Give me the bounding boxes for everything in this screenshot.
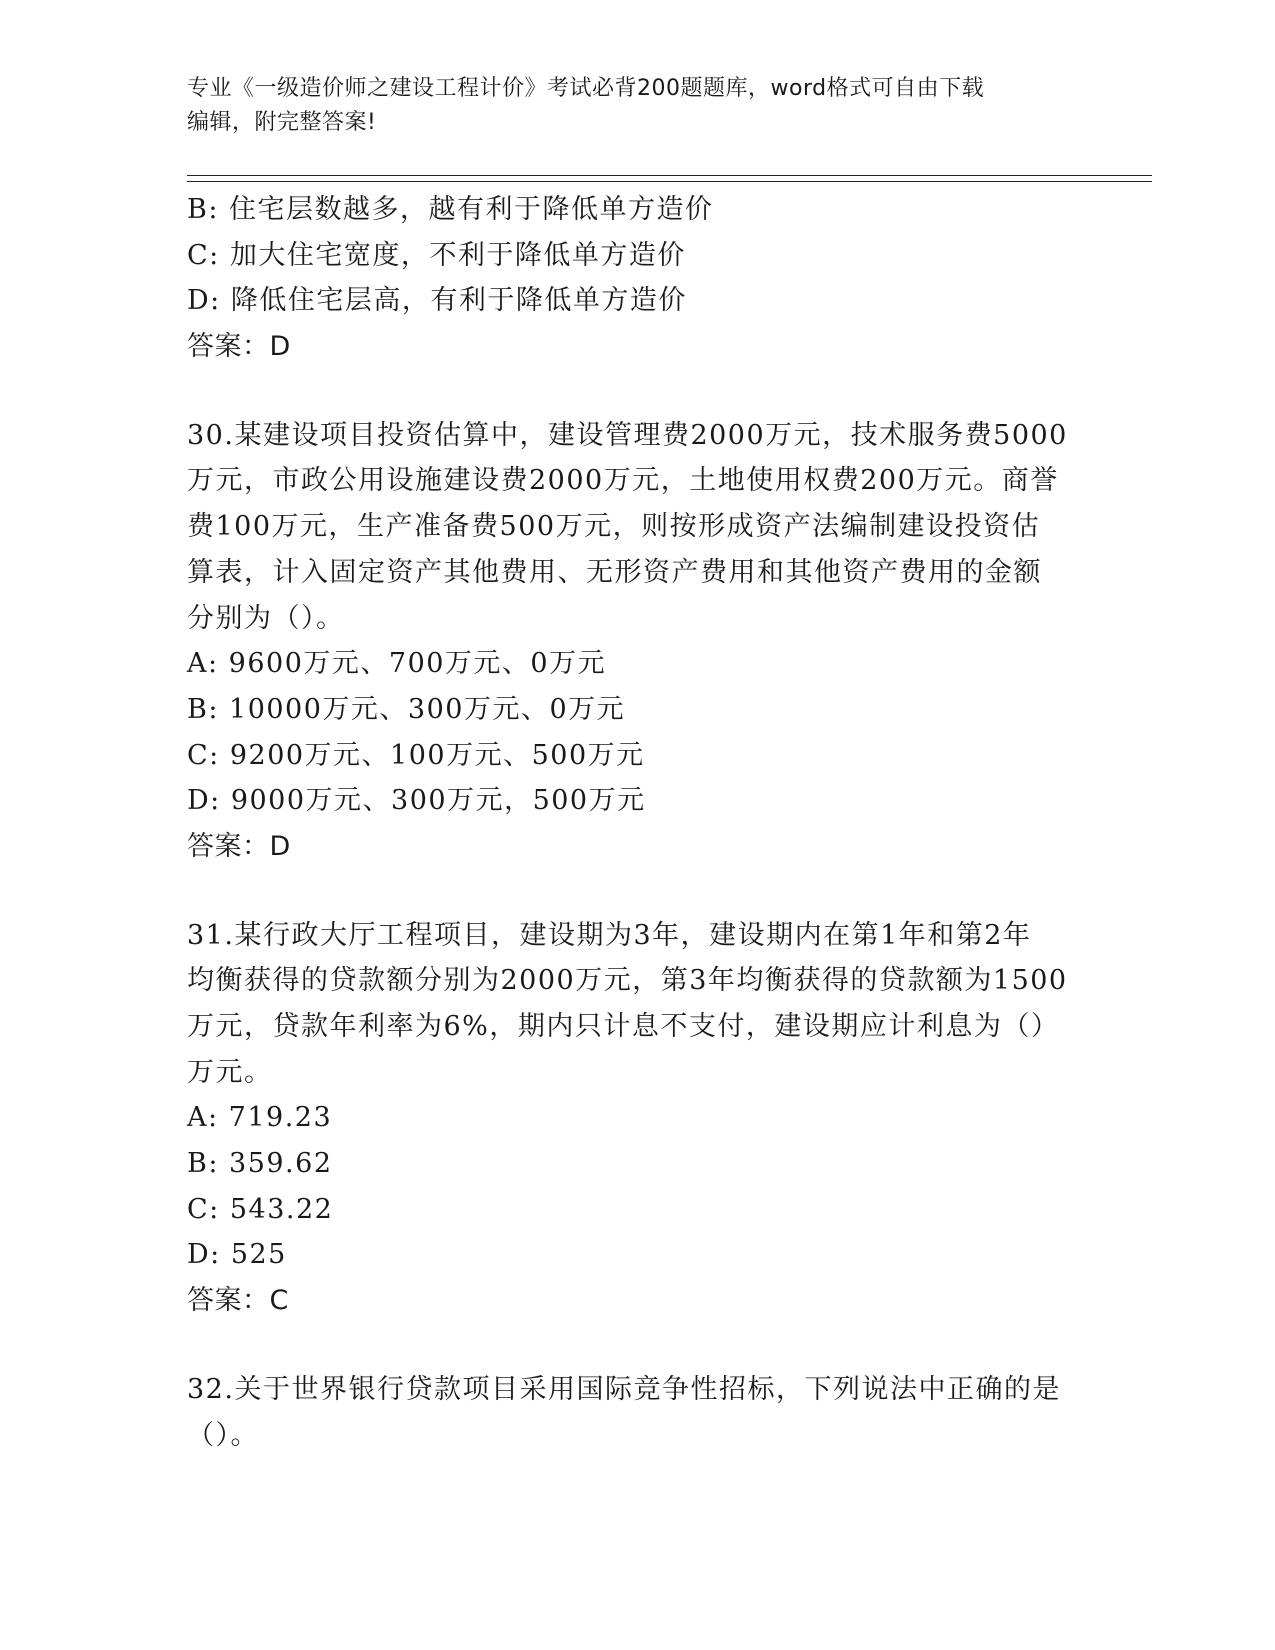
question-stem-line: 32.关于世界银行贷款项目采用国际竞争性招标，下列说法中正确的是 [187,1373,1061,1405]
header-line-1: 专业《一级造价师之建设工程计价》考试必背200题题库，word格式可自由下载 [187,76,985,101]
question-stem-line: 31.某行政大厅工程项目，建设期为3年，建设期内在第1年和第2年 [187,919,1032,951]
question-31 [187,913,1087,1324]
question-30 [187,413,1087,870]
option-a: A: 719.23 [187,1102,333,1134]
question-content [187,187,1087,1458]
option-b: B: 住宅层数越多，越有利于降低单方造价 [187,194,714,225]
header-divider-top [187,175,1152,176]
question-stem-line: 万元。 [187,1056,273,1088]
question-stem-line: 分别为（）。 [187,602,345,634]
spacer [187,870,1087,913]
option-d: D: 525 [187,1239,287,1271]
header-line-2: 编辑，附完整答案! [187,110,377,135]
option-d: D: 9000万元、300万元，500万元 [187,785,646,817]
option-c: C: 加大住宅宽度，不利于降低单方造价 [187,239,686,271]
option-b: B: 10000万元、300万元、0万元 [187,693,626,725]
option-a: A: 9600万元、700万元、0万元 [187,648,607,680]
option-c: C: 9200万元、100万元、500万元 [187,739,645,771]
option-c: C: 543.22 [187,1193,334,1225]
header-divider-bottom [187,181,1152,182]
answer-line: 答案：D [187,830,291,862]
answer-line: 答案：D [187,331,291,363]
document-header [187,72,1067,140]
question-stem-line: 均衡获得的贷款额分别为2000万元，第3年均衡获得的贷款额为1500 [187,965,1068,997]
question-stem-line: 费100万元，生产准备费500万元，则按形成资产法编制建设投资估 [187,511,1041,543]
answer-line: 答案：C [187,1285,289,1317]
question-29 [187,187,1087,370]
option-b: B: 359.62 [187,1148,333,1180]
spacer [187,370,1087,413]
question-32 [187,1367,1087,1458]
question-stem-line: 万元，市政公用设施建设费2000万元，土地使用权费200万元。商誉 [187,465,1059,497]
question-stem-line: （）。 [187,1419,259,1451]
question-stem-line: 算表，计入固定资产其他费用、无形资产费用和其他资产费用的金额 [187,556,1042,588]
question-stem-line: 30.某建设项目投资估算中，建设管理费2000万元，技术服务费5000 [187,419,1068,451]
spacer [187,1324,1087,1367]
option-d: D: 降低住宅层高，有利于降低单方造价 [187,285,687,317]
question-stem-line: 万元，贷款年利率为6%，期内只计息不支付，建设期应计利息为（） [187,1011,1060,1042]
